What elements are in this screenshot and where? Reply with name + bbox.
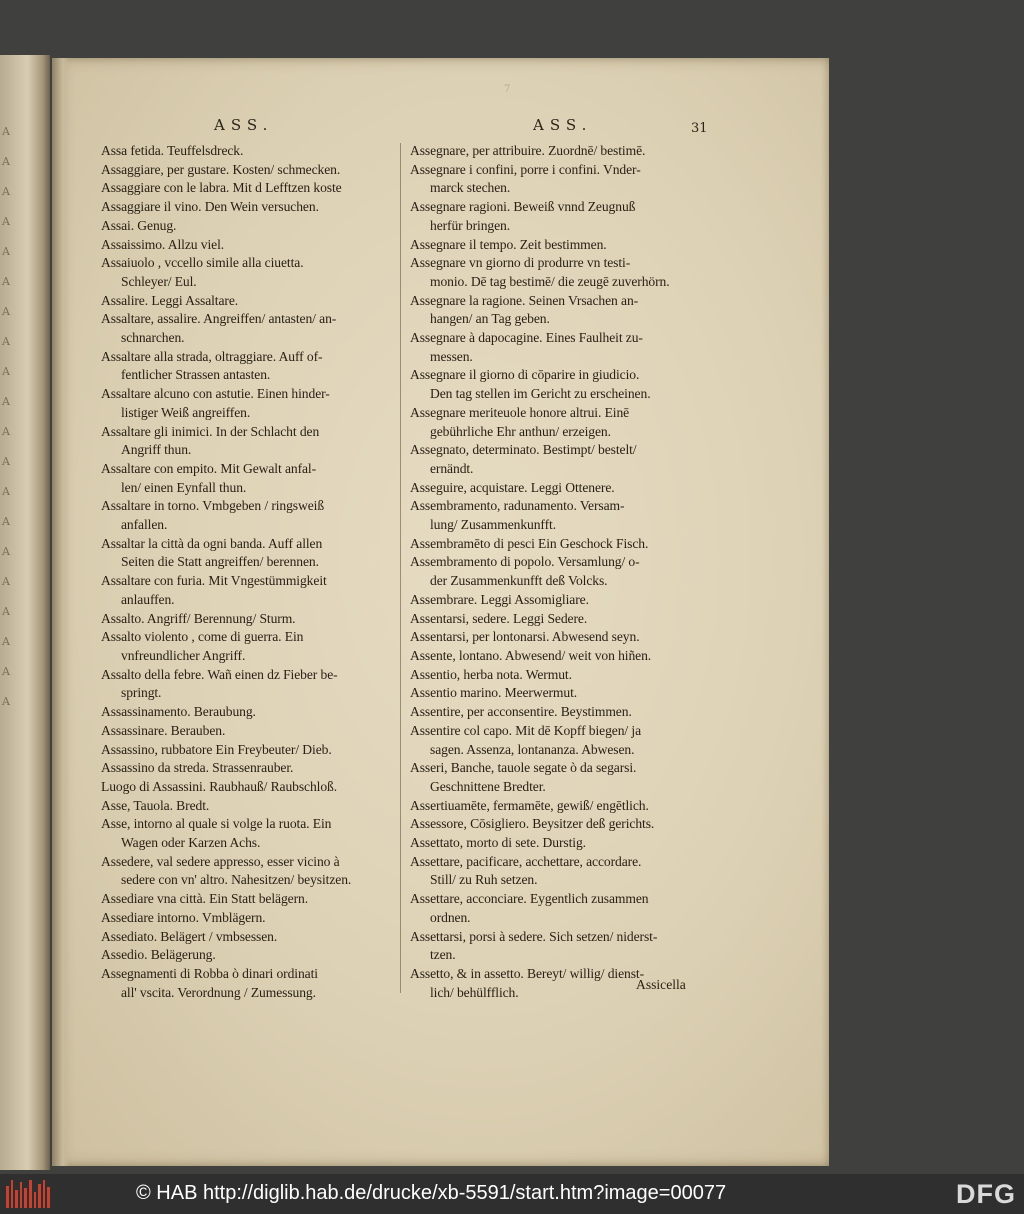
previous-page-letter: A [2,335,10,348]
previous-page-letter: A [2,605,10,618]
entry-line: Assaltare in torno. Vmbgeben / ringsweiß [101,498,325,514]
entry-line: Assediato. Belägert / vmbsessen. [101,928,278,944]
entry-line: Assaltare con empito. Mit Gewalt anfal- [101,460,317,476]
entry-line: Assaggiare con le labra. Mit d Lefftzen koste [101,180,342,196]
entry-line: len/ einen Eynfall thun. [121,479,247,495]
previous-page-letter: A [2,125,10,138]
entry-line: marck stechen. [430,180,511,196]
previous-page-letter: A [2,545,10,558]
copyright-link[interactable]: © HAB http://diglib.hab.de/drucke/xb-5591/start.htm?image=00077 [136,1182,727,1204]
entry-line: Assetto, & in assetto. Bereyt/ willig/ dienst- [410,965,645,981]
entry-line: Assalire. Leggi Assaltare. [101,292,239,308]
left-column [101,142,351,1002]
entry-line: Assaltare con furia. Mit Vngestümmigkeit [101,573,327,589]
faint-mark: 7 [504,84,511,95]
page-gutter [52,58,70,1166]
entry-line: Asse, intorno al quale si volge la ruota. Ein [101,816,332,832]
entry-line: vnfreundlicher Angriff. [121,647,246,663]
entry-line: Asseri, Banche, tauole segate ò da segarsi. [410,760,637,776]
previous-page-letter: A [2,395,10,408]
previous-page-letter: A [2,245,10,258]
entry-line: ernändt. [430,460,474,476]
entry-line: Assalto. Angriff/ Berennung/ Sturm. [101,610,296,626]
entry-line: Assegnare la ragione. Seinen Vrsachen an- [410,292,639,308]
entry-line: Assegnare il tempo. Zeit bestimmen. [410,236,607,252]
dfg-logo: DFG [956,1179,1016,1209]
entry-line: lung/ Zusammenkunfft. [430,517,557,533]
entry-line: Assaiuolo , vccello simile alla ciuetta. [101,255,304,271]
previous-page-letter: A [2,155,10,168]
entry-line: Assaltare gli inimici. In der Schlacht den [101,423,320,439]
entry-line: Assedio. Belägerung. [101,947,216,963]
previous-page-letter: A [2,695,10,708]
entry-line: Assaltare alla strada, oltraggiare. Auff of- [101,348,323,364]
entry-line: Assegnare, per attribuire. Zuordnē/ bestimē. [410,143,646,158]
entry-line: ordnen. [430,909,471,925]
entry-line: Assaltar la città da ogni banda. Auff allen [101,535,323,551]
entry-line: Assaltare, assalire. Angreiffen/ antasten/ an- [101,311,337,327]
previous-page-letter: A [2,365,10,378]
column-divider [400,143,401,993]
entry-line: Assediare vna città. Ein Statt belägern. [101,891,309,907]
entry-line: sagen. Assenza, lontananza. Abwesen. [430,741,635,757]
entry-line: monio. Dē tag bestimē/ die zeugē zuverhörn. [430,273,670,289]
previous-page-letter: A [2,275,10,288]
entry-line: Assente, lontano. Abwesend/ weit von hiñen. [410,647,652,663]
entry-line: Assassino, rubbatore Ein Freybeuter/ Dieb. [101,741,332,757]
entry-line: tzen. [430,947,456,963]
entry-line: Assessore, Cōsigliero. Beysitzer deß gerichts. [410,816,655,832]
entry-line: Seiten die Statt angreiffen/ berennen. [121,554,319,570]
right-column [410,142,670,1002]
entry-line: Assegnare à dapocagine. Eines Faulheit zu- [410,330,643,346]
entry-line: Assembramento, radunamento. Versam- [410,498,625,514]
entry-line: all' vscita. Verordnung / Zumessung. [121,984,316,1000]
entry-line: Still/ zu Ruh setzen. [430,872,538,888]
entry-line: Assembramento di popolo. Versamlung/ o- [410,554,640,570]
entry-line: Assentire col capo. Mit dē Kopff biegen/ ja [410,722,642,738]
entry-line: Assertiuamēte, fermamēte, gewiß/ engētlich. [410,797,649,813]
entry-line: Assaissimo. Allzu viel. [101,236,225,252]
entry-line: springt. [121,685,162,701]
hab-logo-icon [6,1180,50,1208]
entry-line: Assettato, morto di sete. Durstig. [410,835,586,851]
entry-line: Wagen oder Karzen Achs. [121,835,261,851]
entry-line: Assassinare. Berauben. [101,722,226,738]
entry-line: Assedere, val sedere appresso, esser vicino à [101,853,340,869]
entry-line: Asse, Tauola. Bredt. [101,797,210,813]
entry-line: Assa fetida. Teuffelsdreck. [101,143,244,158]
entry-line: hangen/ an Tag geben. [430,311,550,327]
entry-line: Assassino da streda. Strassenrauber. [101,760,294,776]
entry-line: Assembramēto di pesci Ein Geschock Fisch. [410,535,649,551]
entry-line: herfür bringen. [430,217,511,233]
previous-page-letter: A [2,185,10,198]
entry-line: der Zusammenkunfft deß Volcks. [430,573,608,589]
entry-line: Assentire, per acconsentire. Beystimmen. [410,704,632,720]
entry-line: Asseguire, acquistare. Leggi Ottenere. [410,479,615,495]
entry-line: Assegnare ragioni. Beweiß vnnd Zeugnuß [410,199,636,215]
previous-page-letter: A [2,305,10,318]
entry-line: Assettare, acconciare. Eygentlich zusammen [410,891,649,907]
previous-page-letter: A [2,425,10,438]
running-head-left: ASS. [214,116,274,134]
entry-line: schnarchen. [121,330,185,346]
entry-line: lich/ behülfflich. [430,984,519,1000]
previous-page-letter: A [2,485,10,498]
entry-line: Geschnittene Bredter. [430,778,546,794]
entry-line: Assegnare il giorno di cōparire in giudicio. [410,367,640,383]
previous-page-letter: A [2,665,10,678]
entry-line: Assaggiare il vino. Den Wein versuchen. [101,199,319,215]
entry-line: Assentarsi, per lontonarsi. Abwesend seyn. [410,629,640,645]
entry-line: Assettare, pacificare, acchettare, accordare. [410,853,642,869]
previous-page-letter: A [2,575,10,588]
entry-line: Assediare intorno. Vmblägern. [101,909,266,925]
entry-line: Schleyer/ Eul. [121,273,197,289]
entry-line: Assegnamenti di Robba ò dinari ordinati [101,965,318,981]
running-head-right: ASS. [533,116,593,134]
previous-page-letter: A [2,455,10,468]
entry-line: Assaggiare, per gustare. Kosten/ schmecken. [101,161,341,177]
entry-line: anlauffen. [121,591,175,607]
footer-bar [0,1174,1024,1214]
entry-line: Luogo di Assassini. Raubhauß/ Raubschloß. [101,778,338,794]
entry-line: Assettarsi, porsi à sedere. Sich setzen/ niderst- [410,928,658,944]
entry-line: fentlicher Strassen antasten. [121,367,271,383]
entry-line: Assassinamento. Beraubung. [101,704,256,720]
entry-line: messen. [430,348,473,364]
entry-line: anfallen. [121,517,168,533]
entry-line: Assembrare. Leggi Assomigliare. [410,591,589,607]
entry-line: Assegnare meriteuole honore altrui. Einē [410,404,630,420]
entry-line: Assentio marino. Meerwermut. [410,685,578,701]
entry-line: Angriff thun. [121,442,192,458]
catchword: Assicella [636,977,686,992]
previous-page-letter: A [2,215,10,228]
entry-line: Assalto della febre. Wañ einen dz Fieber be- [101,666,338,682]
entry-line: sedere con vn' altro. Nahesitzen/ beysitzen. [121,872,352,888]
entry-line: Assai. Genug. [101,217,177,233]
entry-line: gebührliche Ehr anthun/ erzeigen. [430,423,611,439]
entry-line: Assentarsi, sedere. Leggi Sedere. [410,610,588,626]
entry-line: Assaltare alcuno con astutie. Einen hinder- [101,386,330,402]
entry-line: Assegnare vn giorno di produrre vn testi- [410,255,631,271]
entry-line: Den tag stellen im Gericht zu erscheinen. [430,386,651,402]
entry-line: Assentio, herba nota. Wermut. [410,666,572,682]
previous-page-letter: A [2,515,10,528]
previous-page-letter: A [2,635,10,648]
previous-page-edge [0,55,50,1170]
entry-line: listiger Weiß angreiffen. [121,404,251,420]
entry-line: Assegnare i confini, porre i confini. Vnder- [410,161,641,177]
entry-line: Assegnato, determinato. Bestimpt/ bestelt/ [410,442,637,458]
entry-line: Assalto violento , come di guerra. Ein [101,629,304,645]
page-number: 31 [691,121,708,136]
